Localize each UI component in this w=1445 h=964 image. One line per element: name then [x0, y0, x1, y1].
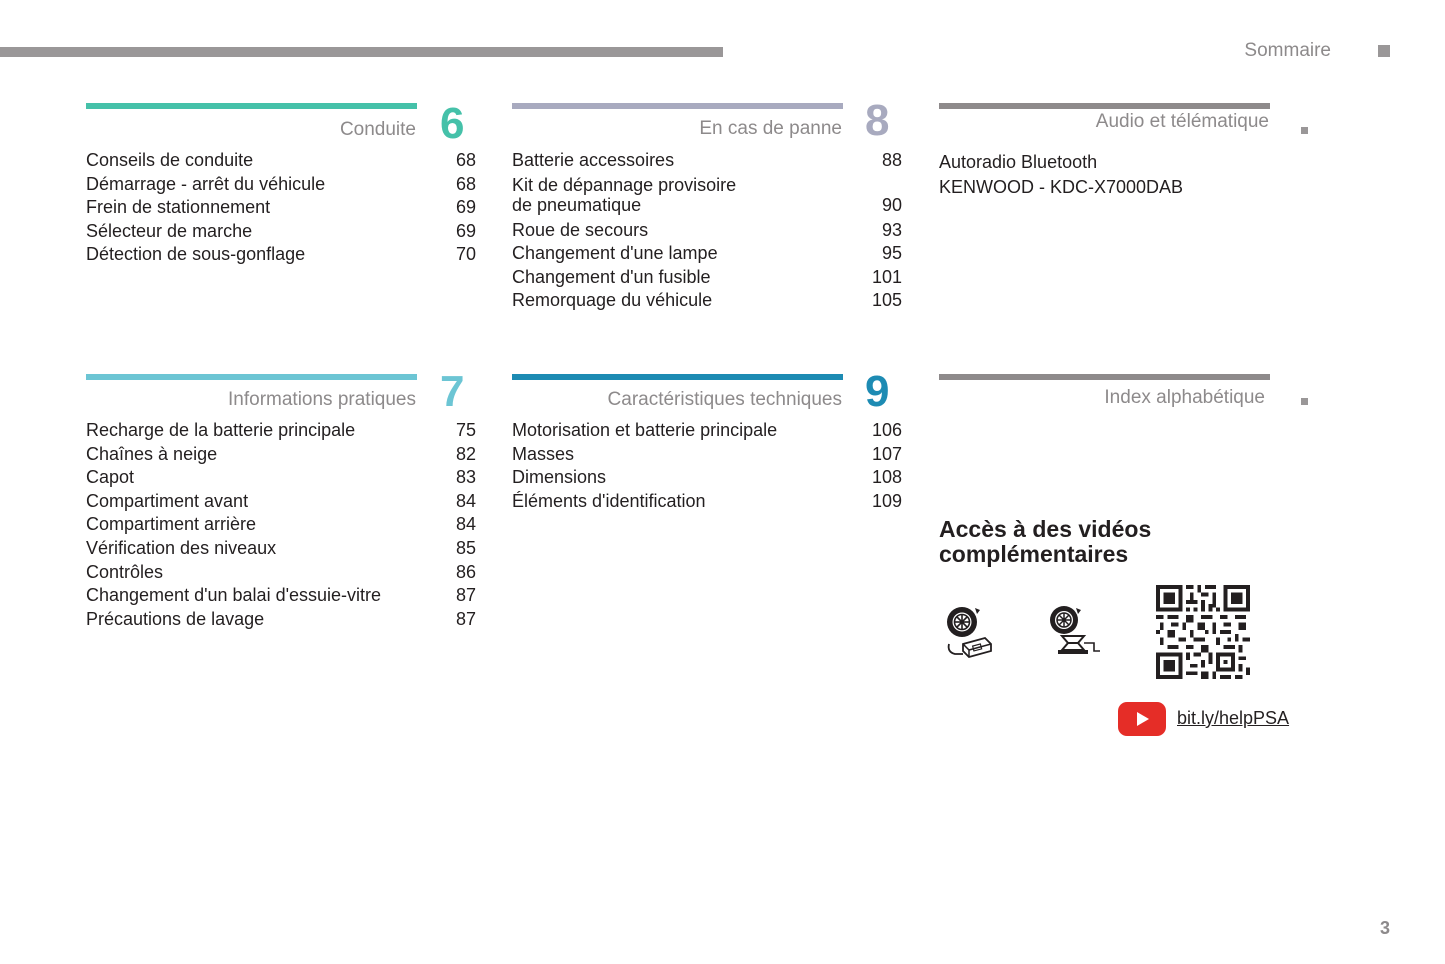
entry-page: 88: [881, 150, 902, 170]
list-item[interactable]: [86, 537, 476, 561]
entry-page: 70: [455, 244, 476, 265]
entry-page: 95: [881, 243, 902, 264]
entry-page: 68: [455, 150, 476, 170]
list-item[interactable]: [939, 175, 1329, 200]
list-item[interactable]: [86, 149, 476, 173]
entry-label: Roue de secours: [512, 219, 649, 240]
entry-list: [86, 419, 476, 631]
help-video-link[interactable]: bit.ly/helpPSA: [1177, 708, 1290, 728]
section-title[interactable]: Caractéristiques techniques: [607, 389, 842, 410]
qr-code-icon[interactable]: [1156, 585, 1250, 679]
page-title: Sommaire: [1244, 40, 1331, 61]
entry-label: Chaînes à neige: [86, 443, 218, 464]
section-bar: [939, 374, 1270, 380]
entry-page: 106: [871, 420, 902, 440]
list-item[interactable]: [512, 149, 902, 173]
entry-label: Changement d'un balai d'essuie-vitre: [86, 585, 382, 606]
entry-label-continued: de pneumatique: [512, 194, 642, 215]
car-jack-icon[interactable]: [1046, 604, 1102, 662]
list-item[interactable]: [86, 561, 476, 585]
entry-label: Dimensions: [512, 467, 607, 488]
list-item[interactable]: [86, 466, 476, 490]
entry-label: Batterie accessoires: [512, 150, 675, 170]
entry-label: Kit de dépannage provisoire: [512, 174, 737, 195]
entry-label: Remorquage du véhicule: [512, 290, 713, 311]
section-number[interactable]: 7: [440, 367, 465, 416]
entry-label: Éléments d'identification: [512, 490, 706, 511]
list-item[interactable]: [512, 173, 902, 215]
list-item[interactable]: [86, 513, 476, 537]
entry-label: Démarrage - arrêt du véhicule: [86, 173, 326, 194]
entry-page: 69: [455, 220, 476, 241]
videos-heading: [939, 517, 1151, 567]
section-bar: [86, 103, 417, 109]
list-item[interactable]: [86, 220, 476, 244]
entry-label: Détection de sous-gonflage: [86, 244, 306, 265]
list-item[interactable]: [86, 419, 476, 443]
youtube-icon[interactable]: [1118, 702, 1166, 736]
entry-label: Conseils de conduite: [86, 150, 254, 170]
entry-label: Compartiment avant: [86, 490, 249, 511]
list-item[interactable]: [86, 584, 476, 608]
entry-page: 85: [455, 537, 476, 558]
section-marker-icon: [1301, 398, 1308, 405]
section-bar: [512, 103, 843, 109]
entry-page: 105: [871, 290, 902, 311]
entry-page: 109: [871, 490, 902, 511]
section-title[interactable]: Index alphabétique: [1104, 387, 1265, 408]
list-item[interactable]: [86, 443, 476, 467]
section-title[interactable]: Conduite: [339, 119, 416, 140]
entry-label: Compartiment arrière: [86, 514, 257, 535]
list-item[interactable]: [86, 173, 476, 197]
entry-page: 93: [881, 219, 902, 240]
section-title[interactable]: En cas de panne: [699, 118, 842, 139]
entry-label: Recharge de la batterie principale: [86, 420, 356, 440]
list-item[interactable]: [512, 266, 902, 290]
entry-page: 87: [455, 585, 476, 606]
entry-label: Précautions de lavage: [86, 608, 265, 629]
entry-page: 101: [871, 266, 902, 287]
list-item[interactable]: [512, 289, 902, 313]
entry-page: 68: [455, 173, 476, 194]
entry-page: 87: [455, 608, 476, 629]
entry-label: Masses: [512, 443, 575, 464]
list-item[interactable]: [512, 443, 902, 467]
list-item[interactable]: [939, 150, 1329, 175]
section-bar: [512, 374, 843, 380]
section-marker-icon: [1301, 127, 1308, 134]
list-item[interactable]: [86, 196, 476, 220]
list-item[interactable]: [512, 219, 902, 243]
list-item[interactable]: [512, 466, 902, 490]
list-item[interactable]: [512, 419, 902, 443]
entry-page: 69: [455, 197, 476, 218]
entry-label: Autoradio Bluetooth: [939, 152, 1098, 172]
section-title[interactable]: Informations pratiques: [228, 389, 416, 410]
videos-heading-line1: Accès à des vidéos: [939, 516, 1152, 542]
list-item[interactable]: [86, 243, 476, 267]
list-item[interactable]: [86, 490, 476, 514]
entry-list: [512, 149, 902, 313]
header-bar: [0, 47, 723, 57]
entry-page: 84: [455, 514, 476, 535]
entry-page: 108: [871, 467, 902, 488]
entry-page: 84: [455, 490, 476, 511]
list-item[interactable]: [86, 608, 476, 632]
section-title[interactable]: Audio et télématique: [1095, 111, 1269, 132]
entry-page: 90: [881, 194, 902, 215]
entry-label: Contrôles: [86, 561, 164, 582]
section-number[interactable]: 6: [440, 99, 465, 148]
list-item[interactable]: [512, 242, 902, 266]
entry-page: 107: [871, 443, 902, 464]
entry-label: Sélecteur de marche: [86, 220, 253, 241]
videos-heading-line2: complémentaires: [939, 541, 1129, 567]
list-item[interactable]: [512, 490, 902, 514]
entry-label: Capot: [86, 467, 135, 488]
entry-page: 75: [455, 420, 476, 440]
page-number: 3: [1380, 918, 1391, 938]
entry-list: [86, 149, 476, 267]
entry-label: Motorisation et batterie principale: [512, 420, 778, 440]
section-bar: [939, 103, 1270, 109]
entry-label: Changement d'un fusible: [512, 266, 711, 287]
entry-list: [512, 419, 902, 513]
entry-page: 86: [455, 561, 476, 582]
entry-page: 82: [455, 443, 476, 464]
entry-label: Changement d'une lampe: [512, 243, 718, 264]
entry-label: KENWOOD - KDC-X7000DAB: [939, 177, 1184, 197]
section-number[interactable]: 9: [865, 367, 890, 416]
header-square-icon: [1378, 45, 1390, 57]
tire-repair-kit-icon[interactable]: [943, 604, 995, 662]
entry-label: Frein de stationnement: [86, 197, 271, 218]
entry-label: Vérification des niveaux: [86, 537, 277, 558]
entry-page: 83: [455, 467, 476, 488]
section-bar: [86, 374, 417, 380]
section-number[interactable]: 8: [865, 96, 890, 145]
entry-list: [939, 150, 1329, 200]
